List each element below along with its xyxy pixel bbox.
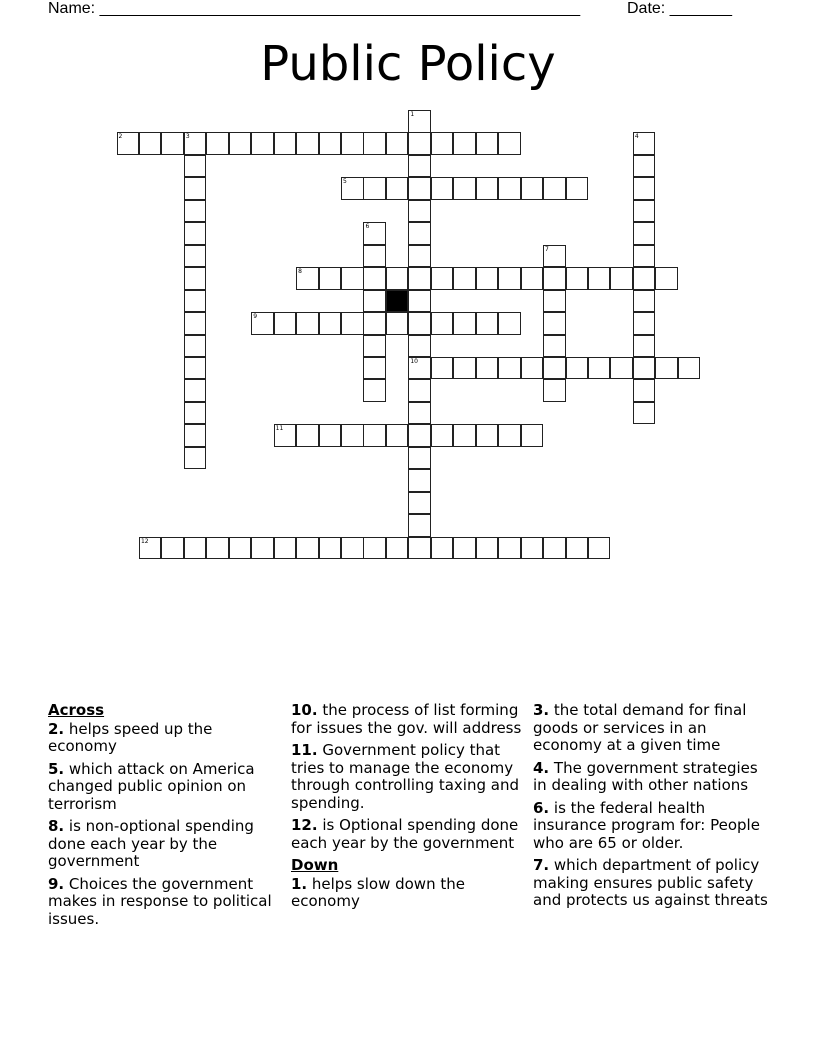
crossword-cell[interactable] — [184, 245, 207, 268]
crossword-cell[interactable] — [296, 132, 319, 155]
crossword-cell[interactable] — [408, 155, 431, 178]
crossword-cell[interactable] — [633, 290, 656, 313]
crossword-cell[interactable] — [251, 537, 274, 560]
crossword-cell[interactable] — [341, 312, 364, 335]
crossword-cell[interactable] — [408, 132, 431, 155]
crossword-cell[interactable] — [184, 177, 207, 200]
crossword-cell[interactable] — [498, 177, 521, 200]
crossword-cell[interactable] — [521, 537, 544, 560]
crossword-cell[interactable] — [408, 222, 431, 245]
crossword-cell[interactable] — [184, 537, 207, 560]
crossword-cell[interactable] — [184, 379, 207, 402]
crossword-cell[interactable] — [319, 424, 342, 447]
clue-number-label: 12. — [291, 816, 318, 834]
crossword-cell[interactable] — [431, 424, 454, 447]
crossword-cell[interactable] — [543, 335, 566, 358]
crossword-cell[interactable] — [521, 267, 544, 290]
crossword-cell[interactable] — [296, 267, 319, 290]
crossword-cell[interactable] — [363, 222, 386, 245]
crossword-cell[interactable] — [363, 357, 386, 380]
crossword-cell[interactable] — [543, 537, 566, 560]
crossword-cell[interactable] — [386, 312, 409, 335]
clue-number: 3 — [185, 133, 190, 141]
clue-item — [291, 876, 527, 911]
clue-number-label: 3. — [533, 701, 550, 719]
crossword-cell[interactable] — [386, 177, 409, 200]
crossword-cell[interactable] — [319, 132, 342, 155]
crossword-cell[interactable] — [408, 402, 431, 425]
crossword-cell[interactable] — [408, 312, 431, 335]
clue-number-label: 5. — [48, 759, 65, 778]
crossword-cell[interactable] — [184, 267, 207, 290]
clue-number-label: 9. — [48, 874, 65, 893]
crossword-cell[interactable] — [363, 290, 386, 313]
clue-item — [533, 702, 769, 755]
crossword-cell[interactable] — [408, 290, 431, 313]
clue-number: 11 — [275, 425, 284, 433]
crossword-cell[interactable] — [386, 132, 409, 155]
date-field-label: Date: _______ — [627, 0, 732, 17]
crossword-cell[interactable] — [408, 110, 431, 133]
crossword-cell[interactable] — [431, 132, 454, 155]
clue-text: the total demand for final goods or services in an economy at a given time — [533, 701, 747, 754]
crossword-cell[interactable] — [521, 424, 544, 447]
clue-text: helps speed up the economy — [48, 719, 213, 755]
crossword-cell[interactable] — [184, 402, 207, 425]
clue-number-label: 1. — [291, 874, 308, 893]
clue-number-label: 8. — [48, 817, 65, 835]
crossword-cell[interactable] — [431, 537, 454, 560]
clue-text: is Optional spending done each year by the government — [291, 816, 519, 852]
crossword-cell[interactable] — [363, 245, 386, 268]
crossword-cell[interactable] — [543, 290, 566, 313]
crossword-cell[interactable] — [363, 267, 386, 290]
crossword-cell[interactable] — [633, 245, 656, 268]
crossword-cell[interactable] — [588, 267, 611, 290]
crossword-cell[interactable] — [363, 335, 386, 358]
clue-text: Government policy that tries to manage the economy through controlling taxing and spending. — [291, 741, 519, 812]
clue-number: 9 — [253, 313, 258, 321]
crossword-cell[interactable] — [341, 177, 364, 200]
clue-number-label: 11. — [291, 741, 318, 759]
crossword-cell[interactable] — [678, 357, 701, 380]
crossword-cell[interactable] — [184, 335, 207, 358]
crossword-cell[interactable] — [566, 267, 589, 290]
crossword-cell[interactable] — [476, 177, 499, 200]
crossword-cell[interactable] — [184, 447, 207, 470]
clue-text: is the federal health insurance program for: People who are 65 or older. — [533, 798, 760, 852]
crossword-cell[interactable] — [566, 177, 589, 200]
clue-number: 6 — [365, 223, 370, 231]
crossword-cell[interactable] — [363, 379, 386, 402]
clue-text: which attack on America changed public opinion on terrorism — [48, 759, 255, 813]
crossword-cell[interactable] — [408, 335, 431, 358]
crossword-cell[interactable] — [431, 357, 454, 380]
crossword-cell[interactable] — [296, 312, 319, 335]
clue-text: which department of policy making ensures public safety and protects us against threats — [533, 856, 768, 909]
crossword-cell[interactable] — [543, 312, 566, 335]
clue-column-1 — [48, 702, 284, 933]
crossword-cell[interactable] — [161, 537, 184, 560]
crossword-cell[interactable] — [386, 537, 409, 560]
crossword-cell[interactable] — [296, 424, 319, 447]
clue-number: 8 — [298, 268, 302, 276]
crossword-cell[interactable] — [386, 424, 409, 447]
crossword-cell[interactable] — [408, 492, 431, 515]
crossword-cell[interactable] — [408, 245, 431, 268]
crossword-cell[interactable] — [655, 357, 678, 380]
crossword-cell[interactable] — [408, 424, 431, 447]
clue-number: 2 — [118, 133, 123, 141]
crossword-cell[interactable] — [341, 537, 364, 560]
crossword-cell[interactable] — [184, 290, 207, 313]
crossword-cell[interactable] — [521, 177, 544, 200]
crossword-cell[interactable] — [206, 132, 229, 155]
crossword-cell[interactable] — [184, 200, 207, 223]
clue-number: 7 — [545, 245, 549, 253]
crossword-cell[interactable] — [476, 537, 499, 560]
crossword-cell[interactable] — [498, 424, 521, 447]
clue-item — [48, 818, 284, 871]
crossword-cell[interactable] — [408, 357, 431, 380]
crossword-cell[interactable] — [408, 177, 431, 200]
crossword-cell[interactable] — [408, 514, 431, 537]
crossword-cell[interactable] — [453, 424, 476, 447]
crossword-cell[interactable] — [633, 155, 656, 178]
crossword-cell[interactable] — [453, 312, 476, 335]
crossword-cell[interactable] — [521, 357, 544, 380]
crossword-cell[interactable] — [633, 267, 656, 290]
crossword-cell[interactable] — [453, 537, 476, 560]
crossword-cell[interactable] — [633, 177, 656, 200]
clue-text: the process of list forming for issues the gov. will address — [291, 701, 522, 737]
crossword-cell[interactable] — [184, 155, 207, 178]
crossword-cell[interactable] — [408, 469, 431, 492]
clue-item — [533, 857, 769, 910]
crossword-cell[interactable] — [633, 379, 656, 402]
crossword-cell[interactable] — [408, 379, 431, 402]
crossword-cell[interactable] — [229, 132, 252, 155]
clue-number: 5 — [343, 178, 347, 186]
clue-number: 12 — [140, 537, 149, 545]
clue-text: is non-optional spending done each year by the government — [48, 817, 254, 870]
crossword-cell[interactable] — [184, 357, 207, 380]
crossword-cell[interactable] — [161, 132, 184, 155]
crossword-cell[interactable] — [319, 312, 342, 335]
crossword-cell[interactable] — [655, 267, 678, 290]
crossword-cell[interactable] — [319, 537, 342, 560]
crossword-cell[interactable] — [139, 537, 162, 560]
black-square — [386, 290, 409, 313]
crossword-cell[interactable] — [543, 245, 566, 268]
crossword-cell[interactable] — [184, 312, 207, 335]
crossword-cell[interactable] — [184, 424, 207, 447]
crossword-cell[interactable] — [633, 200, 656, 223]
crossword-cell[interactable] — [251, 132, 274, 155]
puzzle-title: Public Policy — [260, 36, 556, 92]
crossword-cell[interactable] — [319, 267, 342, 290]
clue-column-3 — [533, 702, 769, 915]
clue-text: Choices the government makes in response to political issues. — [48, 874, 272, 928]
crossword-cell[interactable] — [341, 267, 364, 290]
crossword-cell[interactable] — [184, 132, 207, 155]
clue-number-label: 7. — [533, 856, 550, 874]
crossword-cell[interactable] — [543, 379, 566, 402]
crossword-cell[interactable] — [408, 537, 431, 560]
crossword-cell[interactable] — [543, 177, 566, 200]
crossword-cell[interactable] — [476, 132, 499, 155]
crossword-cell[interactable] — [498, 537, 521, 560]
crossword-cell[interactable] — [476, 424, 499, 447]
clue-number: 4 — [634, 133, 639, 141]
crossword-cell[interactable] — [274, 424, 297, 447]
crossword-cell[interactable] — [408, 200, 431, 223]
crossword-cell[interactable] — [363, 424, 386, 447]
clue-number-label: 10. — [291, 701, 318, 719]
crossword-cell[interactable] — [498, 132, 521, 155]
crossword-cell[interactable] — [588, 537, 611, 560]
crossword-cell[interactable] — [633, 132, 656, 155]
crossword-cell[interactable] — [274, 312, 297, 335]
crossword-cell[interactable] — [498, 312, 521, 335]
crossword-cell[interactable] — [274, 132, 297, 155]
crossword-cell[interactable] — [363, 312, 386, 335]
clue-number-label: 2. — [48, 719, 65, 738]
crossword-cell[interactable] — [251, 312, 274, 335]
clue-item — [291, 702, 527, 737]
crossword-cell[interactable] — [431, 312, 454, 335]
crossword-cell[interactable] — [453, 267, 476, 290]
across-heading: Across — [48, 701, 105, 719]
crossword-cell[interactable] — [566, 357, 589, 380]
clue-number: 1 — [410, 111, 415, 118]
crossword-cell[interactable] — [453, 357, 476, 380]
crossword-cell[interactable] — [229, 537, 252, 560]
clue-item — [291, 742, 527, 812]
crossword-cell[interactable] — [543, 357, 566, 380]
clue-number: 10 — [410, 357, 418, 365]
crossword-cell[interactable] — [206, 537, 229, 560]
clue-item — [533, 760, 769, 795]
crossword-cell[interactable] — [543, 267, 566, 290]
clue-item — [48, 876, 284, 929]
clue-text: helps slow down the economy — [291, 874, 465, 910]
clue-item — [48, 761, 284, 814]
crossword-cell[interactable] — [363, 537, 386, 560]
crossword-cell[interactable] — [633, 402, 656, 425]
down-heading: Down — [291, 856, 339, 874]
crossword-cell[interactable] — [633, 222, 656, 245]
crossword-cell[interactable] — [431, 267, 454, 290]
crossword-cell[interactable] — [363, 177, 386, 200]
crossword-cell[interactable] — [610, 267, 633, 290]
crossword-cell[interactable] — [431, 177, 454, 200]
crossword-cell[interactable] — [453, 132, 476, 155]
crossword-cell[interactable] — [498, 357, 521, 380]
clue-text: The government strategies in dealing with other nations — [533, 758, 758, 794]
crossword-cell[interactable] — [476, 267, 499, 290]
crossword-cell[interactable] — [139, 132, 162, 155]
clue-number-label: 4. — [533, 758, 550, 777]
clue-item — [533, 800, 769, 853]
crossword-cell[interactable] — [341, 132, 364, 155]
crossword-cell[interactable] — [408, 267, 431, 290]
crossword-cell[interactable] — [408, 447, 431, 470]
crossword-cell[interactable] — [633, 335, 656, 358]
crossword-cell[interactable] — [610, 357, 633, 380]
crossword-cell[interactable] — [184, 222, 207, 245]
crossword-cell[interactable] — [476, 312, 499, 335]
clue-number-label: 6. — [533, 798, 550, 817]
crossword-cell[interactable] — [386, 267, 409, 290]
crossword-cell[interactable] — [566, 537, 589, 560]
clue-item — [48, 721, 284, 756]
name-field-label: Name: ______________________________________________________ — [48, 0, 581, 17]
crossword-cell[interactable] — [274, 537, 297, 560]
crossword-cell[interactable] — [633, 357, 656, 380]
crossword-cell[interactable] — [633, 312, 656, 335]
crossword-cell[interactable] — [117, 132, 140, 155]
crossword-cell[interactable] — [588, 357, 611, 380]
crossword-cell[interactable] — [296, 537, 319, 560]
crossword-cell[interactable] — [453, 177, 476, 200]
crossword-cell[interactable] — [363, 132, 386, 155]
crossword-cell[interactable] — [476, 357, 499, 380]
crossword-cell[interactable] — [341, 424, 364, 447]
clue-item — [291, 817, 527, 852]
crossword-cell[interactable] — [498, 267, 521, 290]
clue-column-2 — [291, 702, 527, 916]
